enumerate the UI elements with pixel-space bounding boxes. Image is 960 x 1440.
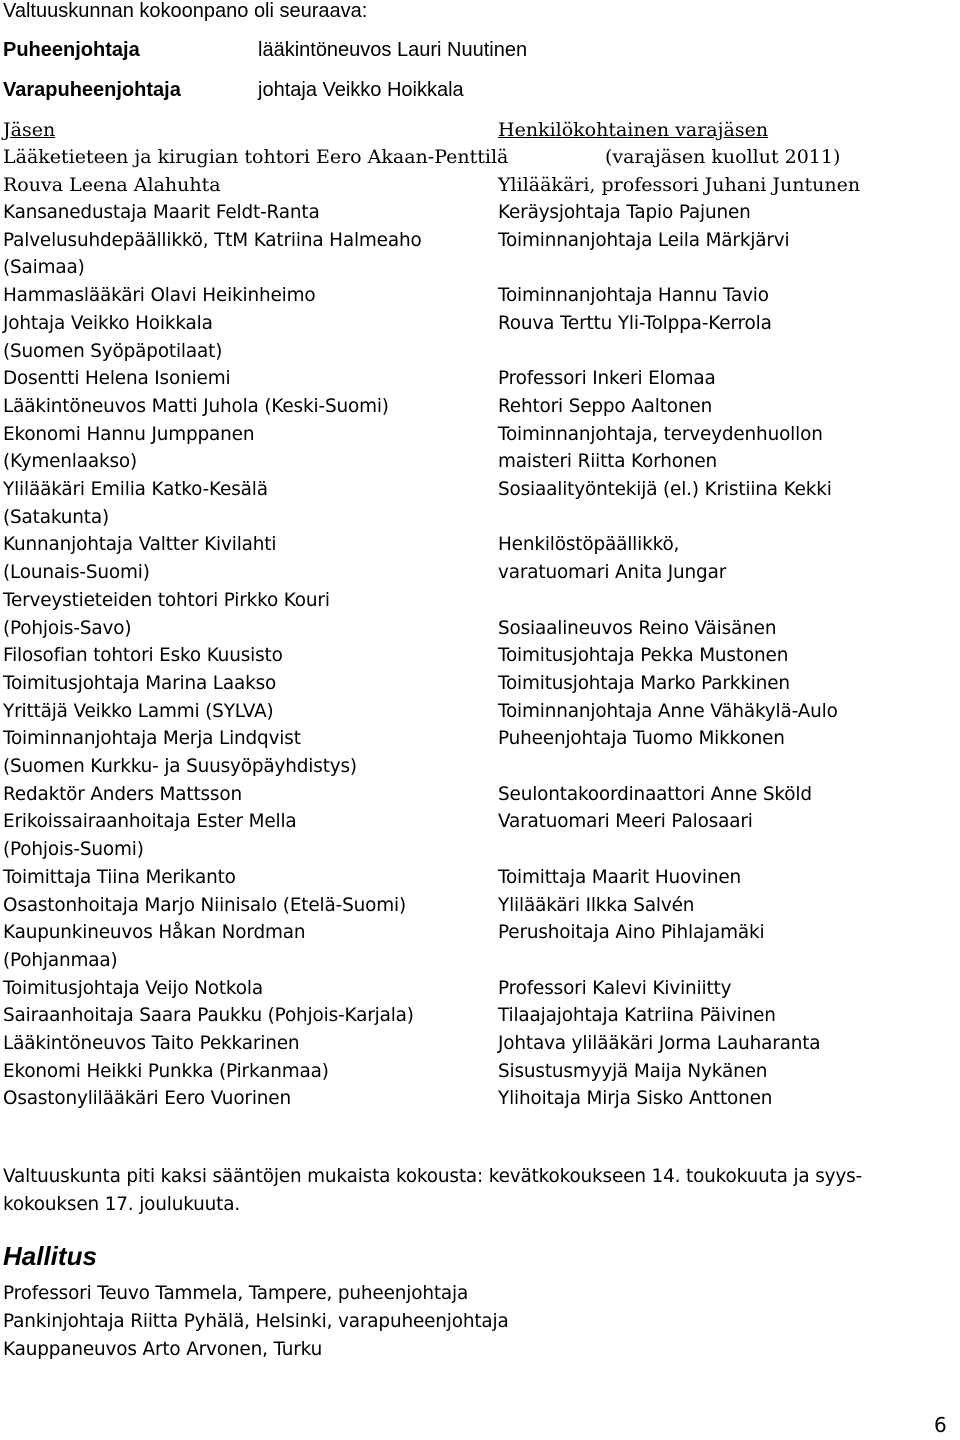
member-right: Seulontakoordinaattori Anne Sköld	[498, 784, 812, 805]
member-left: Yrittäjä Veikko Lammi (SYLVA)	[3, 701, 274, 722]
member-left: Sairaanhoitaja Saara Paukku (Pohjois-Karjala)	[3, 1005, 414, 1026]
chair-role: Puheenjohtaja	[3, 39, 140, 61]
member-left: Kansanedustaja Maarit Feldt-Ranta	[3, 202, 320, 223]
member-left: Dosentti Helena Isoniemi	[3, 368, 231, 389]
member-right: Toimitusjohtaja Marko Parkkinen	[498, 673, 790, 694]
board-member: Pankinjohtaja Riitta Pyhälä, Helsinki, varapuheenjohtaja	[3, 1311, 509, 1332]
member-left: Lääkintöneuvos Matti Juhola (Keski-Suomi)	[3, 396, 389, 417]
member-left: Toiminnanjohtaja Merja Lindqvist	[3, 728, 301, 749]
member-right: Puheenjohtaja Tuomo Mikkonen	[498, 728, 785, 749]
member-left: Lääketieteen ja kirugian tohtori Eero Akaan-Penttilä	[3, 146, 509, 168]
member-right: Toiminnanjohtaja Hannu Tavio	[498, 285, 769, 306]
member-left: Ylilääkäri Emilia Katko-Kesälä	[3, 479, 268, 500]
member-left: (Pohjois-Suomi)	[3, 839, 144, 860]
member-left: (Pohjanmaa)	[3, 950, 118, 971]
member-left: (Suomen Syöpäpotilaat)	[3, 341, 223, 362]
member-right: Rehtori Seppo Aaltonen	[498, 396, 713, 417]
member-right: Varatuomari Meeri Palosaari	[498, 811, 753, 832]
member-right: Professori Kalevi Kiviniitty	[498, 978, 732, 999]
board-member: Professori Teuvo Tammela, Tampere, puheenjohtaja	[3, 1283, 469, 1304]
member-left: Ekonomi Heikki Punkka (Pirkanmaa)	[3, 1061, 329, 1082]
member-right: Perushoitaja Aino Pihlajamäki	[498, 922, 765, 943]
member-right: Sosiaalityöntekijä (el.) Kristiina Kekki	[498, 479, 832, 500]
member-right: Tilaajajohtaja Katriina Päivinen	[498, 1005, 776, 1026]
member-left: Toimittaja Tiina Merikanto	[3, 867, 236, 888]
member-right: Rouva Terttu Yli-Tolppa-Kerrola	[498, 313, 772, 334]
member-left: Johtaja Veikko Hoikkala	[3, 313, 213, 334]
member-left: (Suomen Kurkku- ja Suusyöpäyhdistys)	[3, 756, 357, 777]
member-right: Toimitusjohtaja Pekka Mustonen	[498, 645, 789, 666]
member-left: Erikoissairaanhoitaja Ester Mella	[3, 811, 297, 832]
member-left: (Satakunta)	[3, 507, 109, 528]
column-header-deputy: Henkilökohtainen varajäsen	[498, 119, 769, 141]
board-heading: Hallitus	[3, 1241, 97, 1271]
member-right: Professori Inkeri Elomaa	[498, 368, 716, 389]
member-left: (Lounais-Suomi)	[3, 562, 150, 583]
member-left: (Saimaa)	[3, 257, 85, 278]
chair-name: lääkintöneuvos Lauri Nuutinen	[258, 39, 528, 61]
vice-chair-name: johtaja Veikko Hoikkala	[258, 79, 464, 101]
page-number: 6	[934, 1413, 947, 1437]
member-left: Toimitusjohtaja Marina Laakso	[3, 673, 277, 694]
vice-chair-role: Varapuheenjohtaja	[3, 79, 181, 101]
member-left: Kaupunkineuvos Håkan Nordman	[3, 922, 306, 943]
member-right: (varajäsen kuollut 2011)	[605, 146, 841, 168]
member-left: Palvelusuhdepäällikkö, TtM Katriina Halmeaho	[3, 230, 422, 251]
member-right: Sisustusmyyjä Maija Nykänen	[498, 1061, 768, 1082]
member-right: Toiminnanjohtaja Leila Märkjärvi	[498, 230, 790, 251]
member-left: Lääkintöneuvos Taito Pekkarinen	[3, 1033, 300, 1054]
intro-text: Valtuuskunnan kokoonpano oli seuraava:	[3, 0, 368, 22]
member-right: Johtava ylilääkäri Jorma Lauharanta	[498, 1033, 821, 1054]
member-right: Toiminnanjohtaja Anne Vähäkylä-Aulo	[498, 701, 838, 722]
member-right: Henkilöstöpäällikkö,	[498, 534, 680, 555]
member-left: Osastonhoitaja Marjo Niinisalo (Etelä-Suomi)	[3, 895, 406, 916]
member-left: (Pohjois-Savo)	[3, 618, 132, 639]
member-left: Hammaslääkäri Olavi Heikinheimo	[3, 285, 316, 306]
member-right: Toiminnanjohtaja, terveydenhuollon	[498, 424, 823, 445]
member-right: Toimittaja Maarit Huovinen	[498, 867, 741, 888]
member-left: Rouva Leena Alahuhta	[3, 174, 221, 196]
member-left: Redaktör Anders Mattsson	[3, 784, 242, 805]
column-header-member: Jäsen	[3, 119, 56, 141]
member-left: Toimitusjohtaja Veijo Notkola	[3, 978, 263, 999]
member-left: Ekonomi Hannu Jumppanen	[3, 424, 255, 445]
meetings-line-2: kokouksen 17. joulukuuta.	[3, 1194, 241, 1215]
board-member: Kauppaneuvos Arto Arvonen, Turku	[3, 1339, 323, 1360]
member-right: Sosiaalineuvos Reino Väisänen	[498, 618, 777, 639]
member-left: (Kymenlaakso)	[3, 451, 138, 472]
member-right: varatuomari Anita Jungar	[498, 562, 727, 583]
member-right: Ylilääkäri Ilkka Salvén	[498, 895, 695, 916]
meetings-line-1: Valtuuskunta piti kaksi sääntöjen mukaista kokousta: kevätkokoukseen 14. toukokuuta ja syys-	[3, 1166, 863, 1187]
member-left: Terveystieteiden tohtori Pirkko Kouri	[3, 590, 330, 611]
member-right: maisteri Riitta Korhonen	[498, 451, 718, 472]
member-right: Ylilääkäri, professori Juhani Juntunen	[498, 174, 861, 196]
member-right: Ylihoitaja Mirja Sisko Anttonen	[498, 1088, 773, 1109]
member-right: Keräysjohtaja Tapio Pajunen	[498, 202, 751, 223]
member-left: Kunnanjohtaja Valtter Kivilahti	[3, 534, 277, 555]
member-left: Filosofian tohtori Esko Kuusisto	[3, 645, 283, 666]
member-left: Osastonylilääkäri Eero Vuorinen	[3, 1088, 291, 1109]
